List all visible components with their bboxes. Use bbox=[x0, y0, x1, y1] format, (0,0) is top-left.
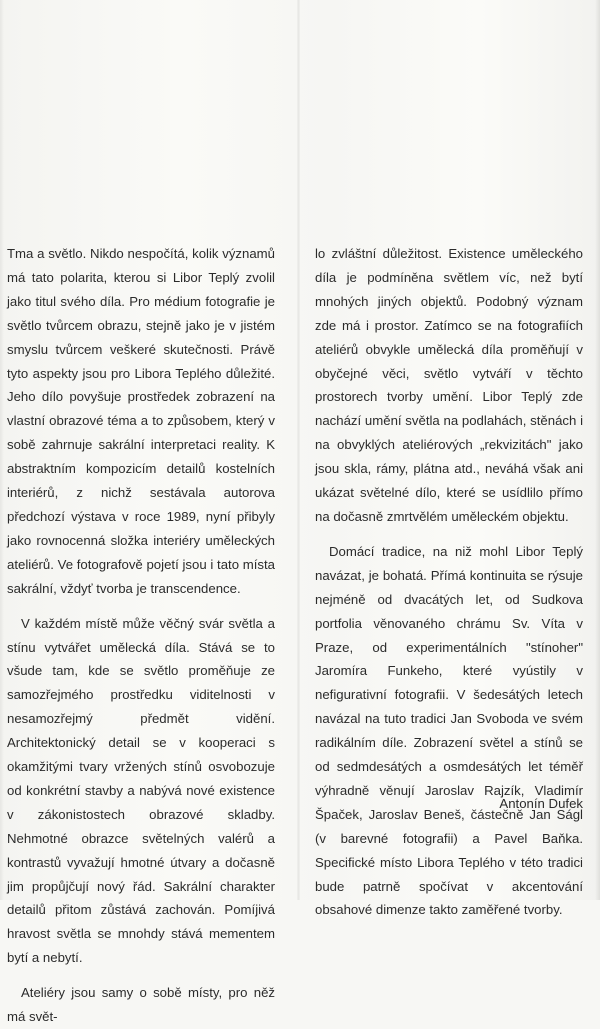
left-paragraph-3: Ateliéry jsou samy o sobě místy, pro něž má svět- bbox=[7, 985, 275, 1025]
page-edge-shadow-left bbox=[0, 0, 4, 900]
page-edge-shadow-right bbox=[595, 0, 600, 900]
left-paragraph-2: V každém místě může věčný svár světla a stínu vytvářet umělecká díla. Stává se to všude tam, kde se světlo proměňuje ze samozřejmého prostředku viditelnosti v nesamozřejmý předmět vidění. Architektonický detail se v kooperaci s okamžitými tvary vržených stínů osvobozuje od konkrétní stavby a nabývá nové existence v zákonistostech obrazové skladby. Nehmotné obrazce světelných valérů a kontrastů vyvažují hmotné útvary a dočasně jim propůjčují nový řád. Sakrální charakter detailů přitom zůstává zachován. Pomíjivá hravost světla se mnohdy stává mementem bytí a nebytí. bbox=[7, 615, 275, 966]
right-text-column bbox=[315, 242, 583, 922]
right-paragraph-1: lo zvláštní důležitost. Existence uměleckého díla je podmíněna světlem víc, než bytí mnohých jiných objektů. Podobný význam zde má i prostor. Zatímco se na fotografiích ateliérů obvykle umělecká díla proměňují v obyčejné věci, světlo vytváří v těchto prostorech tvorby umění. Libor Teplý zde nachází umění světla na podlahách, stěnách i na obvyklých ateliérových „rekvizitách" jako jsou skla, rámy, plátna atd., neváhá však ani ukázat světelné dílo, které se usídlilo přímo na dočasně zmrtvělém uměleckém objektu. bbox=[315, 246, 583, 524]
left-text-column bbox=[7, 242, 275, 1029]
author-signature: Antonín Dufek bbox=[499, 796, 583, 811]
right-paragraph-2: Domácí tradice, na niž mohl Libor Teplý navázat, je bohatá. Přímá kontinuita se rýsuje nejméně od dvacátých let, od Sudkova portfolia věnovaného chrámu Sv. Víta v Praze, od experimentálních "stínoher" Jaromíra Funkeho, které vyústily v nefigurativní fotografii. V šedesátých letech navázal na tuto tradici Jan Svoboda ve svém radikálním díle. Zobrazení světel a stínů se od sedmdesátých a osmdesátých let téměř výhradně věnují Jaroslav Rajzík, Vladimír Špaček, Jaroslav Beneš, částečně Jan Ságl (v barevné fotografii) a Pavel Baňka. Specifické místo Libora Teplého v této tradici bude patrně spočívat v akcentování obsahové dimenze takto zaměřené tvorby. bbox=[315, 543, 583, 918]
left-paragraph-1: Tma a světlo. Nikdo nespočítá, kolik významů má tato polarita, kterou si Libor Teplý zvolil jako titul svého díla. Pro médium fotografie je světlo tvůrcem obrazu, stejně jako je v jistém smyslu tvůrcem veškeré skutečnosti. Právě tyto aspekty jsou pro Libora Teplého důležité. Jeho dílo povyšuje prostředek zobrazení na vlastní obrazové téma a to způsobem, který v sobě zahrnuje sakrální interpretaci reality. K abstraktním kompozicím detailů kostelních interiérů, z nichž sestávala autorova předchozí výstava v roce 1989, nyní přibyly jako rovnocenná složka interiéry uměleckých ateliérů. Ve fotografově pojetí jsou i tato místa sakrální, vždyť tvorba je transcendence. bbox=[7, 246, 275, 596]
page-fold bbox=[297, 0, 300, 900]
